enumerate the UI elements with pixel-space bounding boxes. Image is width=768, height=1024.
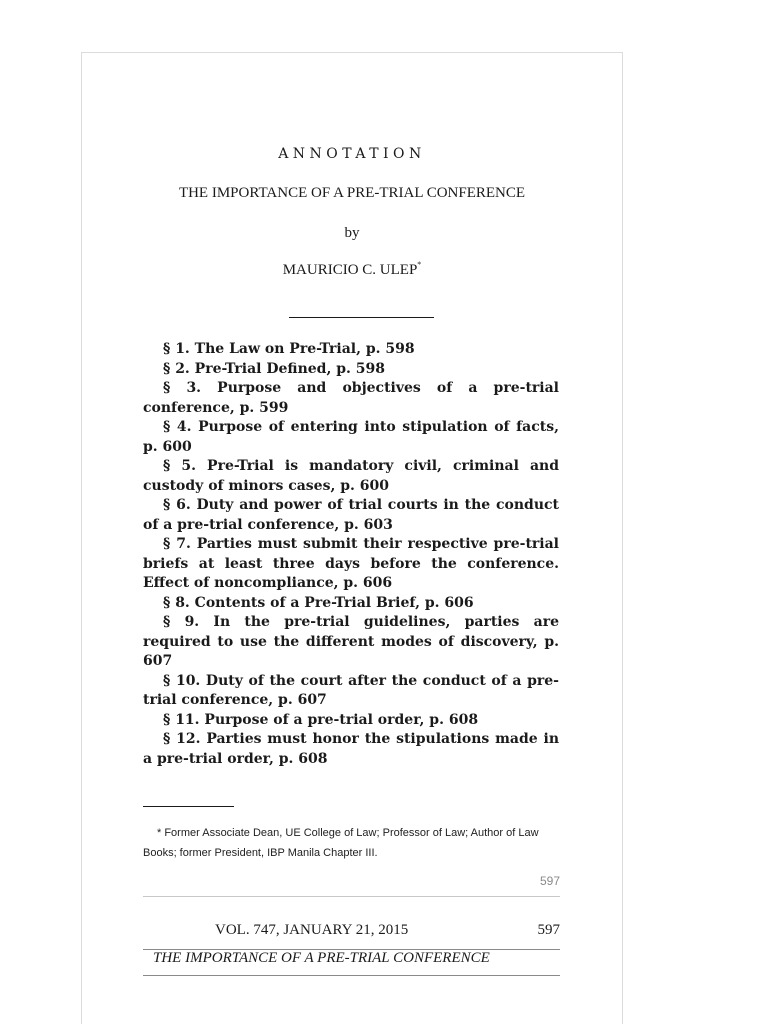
page-number-faint: 597	[539, 874, 560, 888]
title-divider	[289, 317, 434, 318]
document-title: THE IMPORTANCE OF A PRE-TRIAL CONFERENCE	[178, 185, 526, 201]
author-name-text: MAURICIO C. ULEP	[282, 262, 418, 278]
toc-item: § 8. Contents of a Pre-Trial Brief, p. 606	[163, 594, 474, 611]
toc-item: § 10. Duty of the court after the conduct of a pre-trial conference, p. 607	[143, 672, 559, 708]
footnote: * Former Associate Dean, UE College of Law; Professor of Law; Author of Law Books; former President, IBP Manila Chapter III.	[143, 827, 539, 859]
toc-item: § 2. Pre-Trial Defined, p. 598	[163, 360, 385, 377]
author-footnote-marker: *	[417, 260, 422, 269]
toc-item: § 1. The Law on Pre-Trial, p. 598	[163, 341, 415, 357]
running-header-rule-bottom	[143, 975, 560, 976]
toc-item: § 12. Parties must honor the stipulations made in a pre-trial order, p. 608	[143, 731, 559, 767]
toc-item: § 3. Purpose and objectives of a pre-trial conference, p. 599	[143, 380, 559, 416]
toc-item: § 7. Parties must submit their respective pre-trial briefs at least three days before the conference. Effect of noncompliance, p. 606	[143, 536, 559, 591]
table-of-contents	[143, 340, 559, 769]
toc-item: § 6. Duty and power of trial courts in the conduct of a pre-trial conference, p. 603	[143, 497, 559, 533]
byline-label: by	[344, 225, 360, 241]
running-title: THE IMPORTANCE OF A PRE-TRIAL CONFERENCE	[153, 950, 490, 966]
author-name	[81, 262, 623, 279]
document-heading: ANNOTATION	[278, 146, 426, 162]
page-break-divider	[143, 896, 560, 897]
toc-item: § 9. In the pre-trial guidelines, parties are required to use the different modes of discovery, p. 607	[143, 614, 559, 669]
toc-item: § 4. Purpose of entering into stipulation of facts, p. 600	[143, 419, 559, 455]
volume-line: VOL. 747, JANUARY 21, 2015	[215, 922, 409, 938]
toc-item: § 11. Purpose of a pre-trial order, p. 608	[163, 711, 479, 728]
toc-item: § 5. Pre-Trial is mandatory civil, criminal and custody of minors cases, p. 600	[143, 458, 559, 494]
page-number: 597	[537, 922, 560, 938]
footnote-divider	[143, 806, 234, 807]
